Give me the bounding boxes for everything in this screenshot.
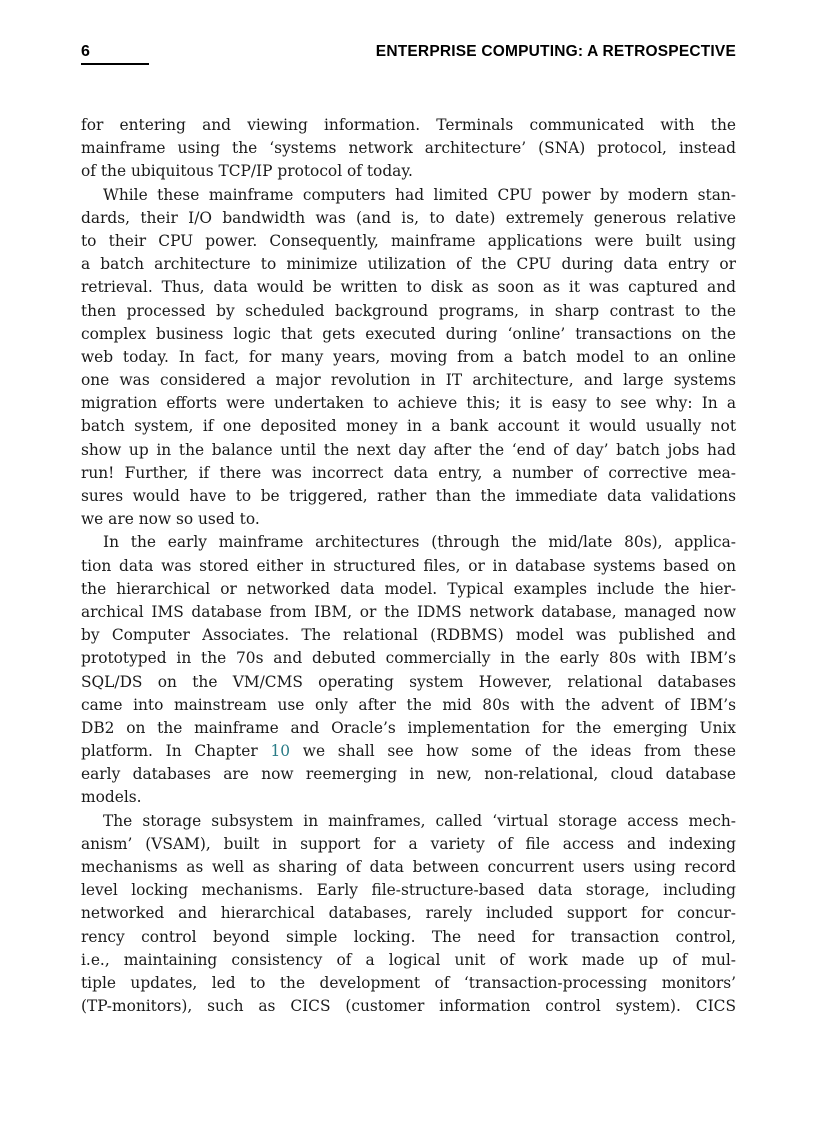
text-line: to their CPU power. Consequently, mainframe applications were built using (81, 231, 736, 250)
text-line: tion data was stored either in structured files, or in database systems based on (81, 556, 736, 575)
text-line: batch system, if one deposited money in a bank account it would usually not (81, 417, 736, 436)
text-line: In the early mainframe architectures (through the mid/late 80s), applica- (103, 533, 736, 552)
text-line: While these mainframe computers had limited CPU power by modern stan- (103, 185, 736, 204)
text-line: networked and hierarchical databases, rarely included support for concur- (81, 904, 736, 923)
text-line: then processed by scheduled background programs, in sharp contrast to the (81, 301, 736, 320)
text-line: level locking mechanisms. Early file-structure-based data storage, including (81, 881, 736, 900)
text-segment: we shall see how some of the ideas from these (290, 742, 736, 761)
text-line: dards, their I/O bandwidth was (and is, to date) extremely generous relative (81, 208, 736, 227)
text-line: migration efforts were undertaken to achieve this; it is easy to see why: In a (81, 394, 736, 413)
text-line: prototyped in the 70s and debuted commercially in the early 80s with IBM’s (81, 649, 736, 668)
text-line: i.e., maintaining consistency of a logical unit of work made up of mul- (81, 950, 736, 969)
text-line: show up in the balance until the next day after the ‘end of day’ batch jobs had (81, 440, 736, 459)
text-line: run! Further, if there was incorrect data entry, a number of corrective mea- (81, 463, 736, 482)
text-line: by Computer Associates. The relational (RDBMS) model was published and (81, 626, 736, 645)
text-line: tiple updates, led to the development of ‘transaction-processing monitors’ (81, 973, 736, 992)
text-line: early databases are now reemerging in new, non-relational, cloud database (81, 765, 736, 784)
text-line: we are now so used to. (81, 510, 260, 529)
text-line: of the ubiquitous TCP/IP protocol of today. (81, 162, 413, 181)
text-line: a batch architecture to minimize utilization of the CPU during data entry or (81, 255, 736, 274)
page-number: 6 (81, 41, 149, 65)
text-line: retrieval. Thus, data would be written to disk as soon as it was captured and (81, 278, 736, 297)
text-line: one was considered a major revolution in IT architecture, and large systems (81, 371, 736, 390)
text-line: sures would have to be triggered, rather than the immediate data validations (81, 487, 736, 505)
text-line: rency control beyond simple locking. The need for transaction control, (81, 927, 736, 946)
page-header (81, 41, 736, 67)
text-line: for entering and viewing information. Terminals communicated with the (81, 116, 736, 134)
text-line: models. (81, 788, 142, 807)
text-line: complex business logic that gets executed during ‘online’ transactions on the (81, 324, 736, 343)
text-line: The storage subsystem in mainframes, called ‘virtual storage access mech- (103, 811, 736, 830)
text-segment: platform. In Chapter (81, 742, 271, 761)
text-line: mechanisms as well as sharing of data between concurrent users using record (81, 858, 736, 876)
text-line: the hierarchical or networked data model. Typical examples include the hier- (81, 579, 736, 598)
running-title: ENTERPRISE COMPUTING: A RETROSPECTIVE (375, 43, 736, 60)
text-line: web today. In fact, for many years, moving from a batch model to an online (81, 347, 736, 366)
text-line: came into mainstream use only after the mid 80s with the advent of IBM’s (81, 695, 736, 714)
text-line: DB2 on the mainframe and Oracle’s implementation for the emerging Unix (81, 718, 736, 737)
text-line: archical IMS database from IBM, or the IDMS network database, managed now (81, 602, 736, 621)
text-line: anism’ (VSAM), built in support for a variety of file access and indexing (81, 834, 736, 853)
body-text (81, 114, 736, 1018)
text-line: mainframe using the ‘systems network architecture’ (SNA) protocol, instead (81, 139, 736, 158)
text-line: SQL/DS on the VM/CMS operating system However, relational databases (81, 672, 736, 691)
chapter-10-link[interactable]: 10 (270, 742, 291, 761)
text-line: (TP-monitors), such as CICS (customer information control system). CICS (81, 997, 736, 1016)
text-line-with-chapter-link (81, 740, 736, 763)
